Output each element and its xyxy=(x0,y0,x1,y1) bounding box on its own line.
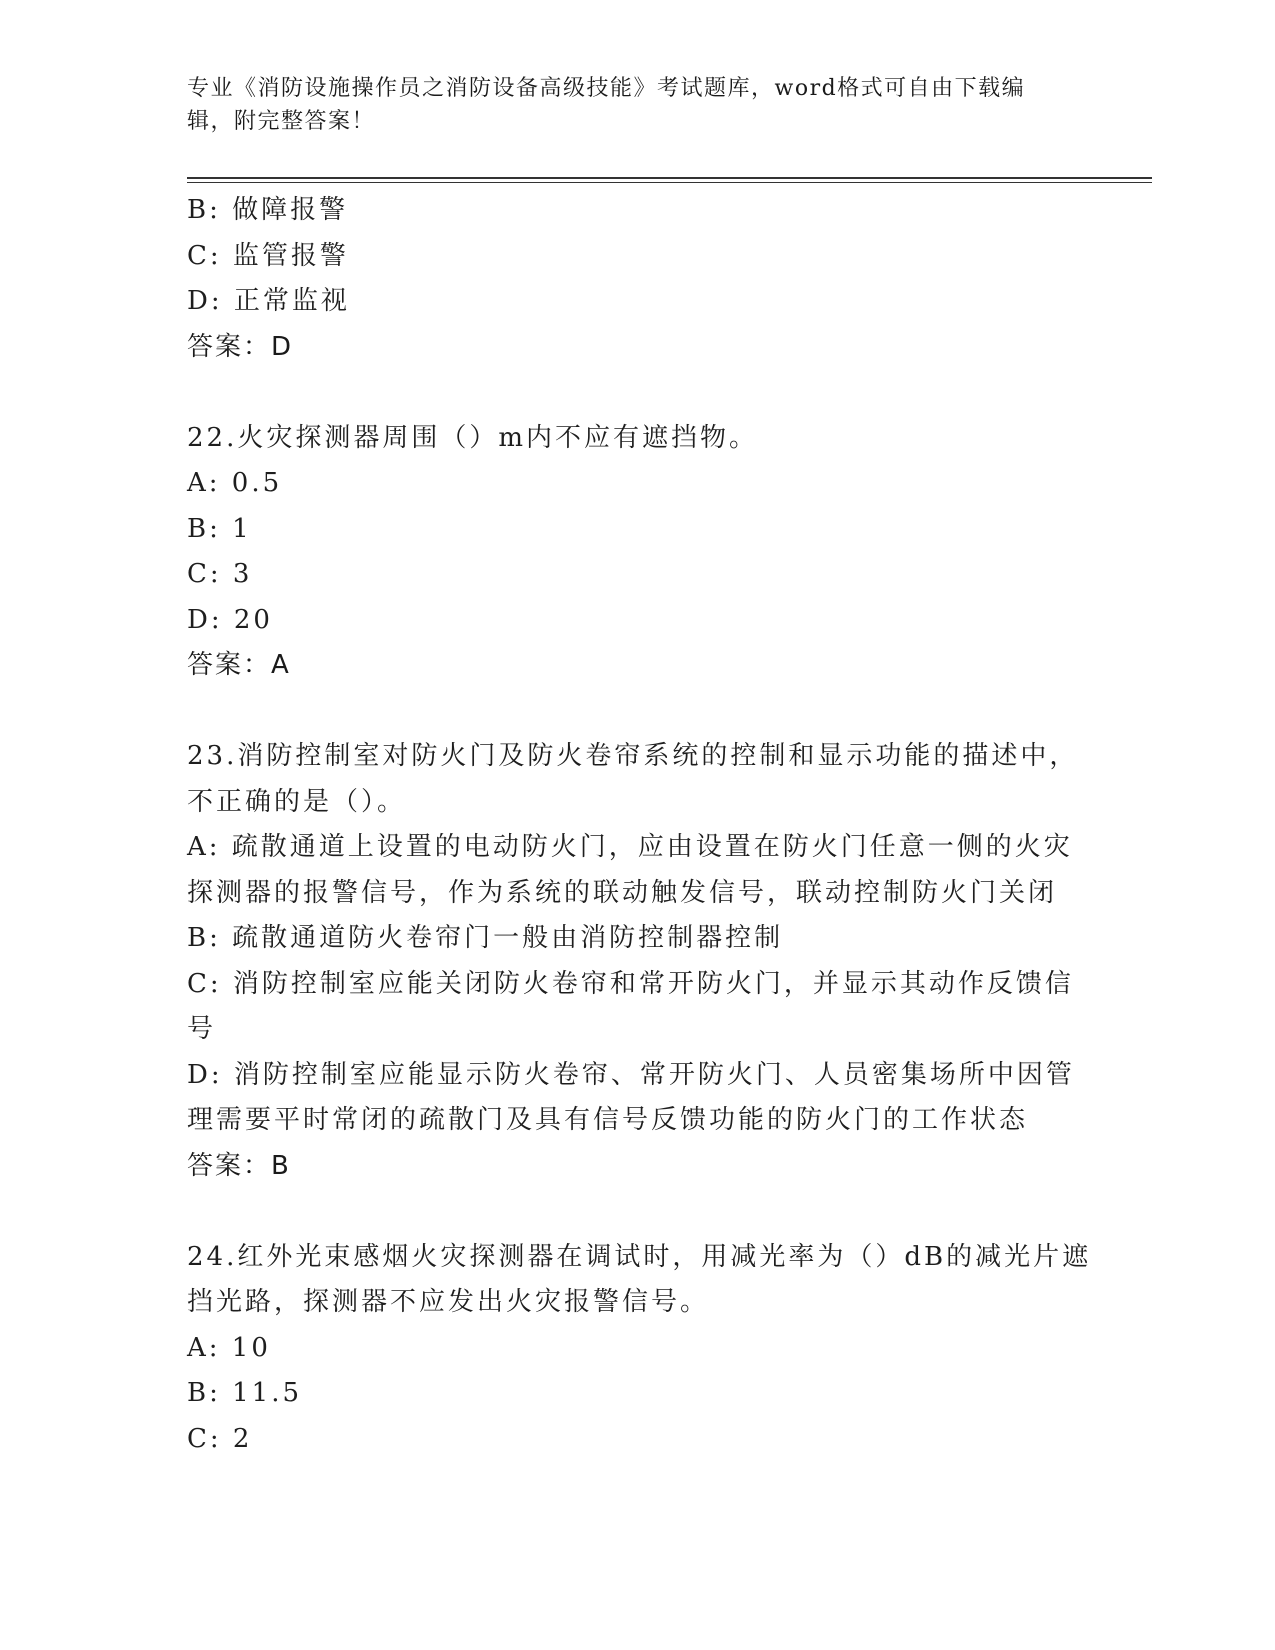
spacer xyxy=(187,370,1087,416)
option-b: B: 11.5 xyxy=(187,1378,303,1408)
question-stem-line-1: 23.消防控制室对防火门及防火卷帘系统的控制和显示功能的描述中， xyxy=(187,741,1079,771)
question-21-continuation xyxy=(187,188,1087,370)
answer-line: 答案：D xyxy=(187,331,294,362)
question-content xyxy=(187,188,1092,1462)
option-a-line-2: 探测器的报警信号，作为系统的联动触发信号，联动控制防火门关闭 xyxy=(187,877,1058,908)
option-d-line-1: D: 消防控制室应能显示防火卷帘、常开防火门、人员密集场所中因管 xyxy=(187,1059,1075,1090)
option-b: B: 疏散通道防火卷帘门一般由消防控制器控制 xyxy=(187,923,784,953)
option-c: C: 2 xyxy=(187,1423,253,1454)
option-c-line-2: 号 xyxy=(187,1014,217,1044)
header-divider-thin xyxy=(187,182,1152,183)
question-24 xyxy=(187,1235,1092,1463)
option-a-line-1: A: 疏散通道上设置的电动防火门，应由设置在防火门任意一侧的火灾 xyxy=(187,832,1073,862)
spacer xyxy=(187,689,1087,735)
option-d-line-2: 理需要平时常闭的疏散门及具有信号反馈功能的防火门的工作状态 xyxy=(187,1105,1029,1135)
question-stem: 22.火灾探测器周围（）m内不应有遮挡物。 xyxy=(187,422,759,453)
header-line-1: 专业《消防设施操作员之消防设备高级技能》考试题库，word格式可自由下载编 xyxy=(187,76,1026,101)
document-header xyxy=(187,72,1067,138)
question-stem-line-1: 24.红外光束感烟火灾探测器在调试时，用减光率为（）dB的减光片遮 xyxy=(187,1241,1092,1272)
question-stem-line-2: 不正确的是（）。 xyxy=(187,786,407,817)
option-d: D: 20 xyxy=(187,604,273,635)
option-d: D: 正常监视 xyxy=(187,286,350,316)
question-23 xyxy=(187,734,1087,1189)
option-a: A: 10 xyxy=(187,1332,271,1363)
option-a: A: 0.5 xyxy=(187,468,283,498)
header-divider-thick xyxy=(187,177,1152,179)
question-stem-line-2: 挡光路，探测器不应发出火灾报警信号。 xyxy=(187,1287,710,1317)
option-c-line-1: C: 消防控制室应能关闭防火卷帘和常开防火门，并显示其动作反馈信 xyxy=(187,968,1074,999)
option-c: C: 监管报警 xyxy=(187,240,349,271)
answer-line: 答案：B xyxy=(187,1150,291,1181)
spacer xyxy=(187,1189,1087,1235)
option-b: B: 做障报警 xyxy=(187,195,349,225)
answer-line: 答案：A xyxy=(187,650,291,680)
question-22 xyxy=(187,416,1087,689)
option-c: C: 3 xyxy=(187,559,253,589)
option-b: B: 1 xyxy=(187,513,252,544)
header-line-2: 辑，附完整答案！ xyxy=(187,109,376,134)
